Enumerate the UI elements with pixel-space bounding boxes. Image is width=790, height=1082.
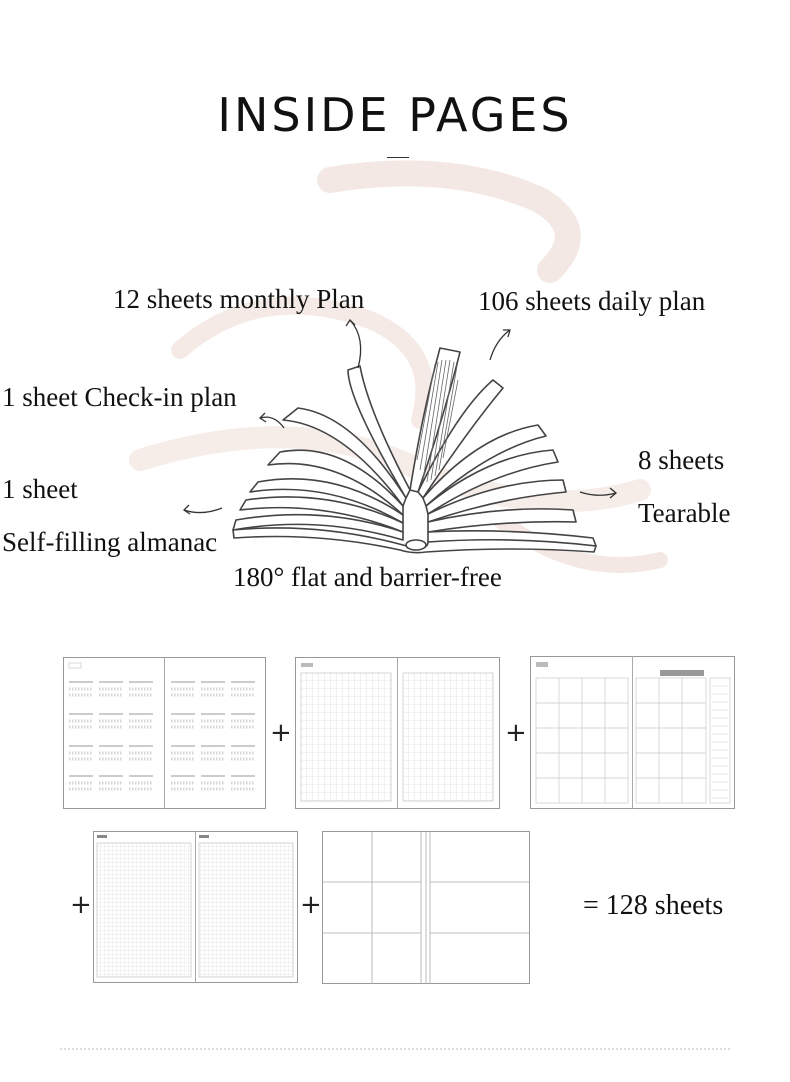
plus-sign: +: [300, 890, 322, 920]
arrow-almanac-icon: [180, 500, 224, 520]
almanac-page-thumbnail: [63, 657, 266, 809]
tearable-name-label: Tearable: [638, 498, 731, 528]
plus-sign: +: [505, 718, 527, 748]
daily-page-thumbnail: [93, 831, 298, 983]
title-divider: [387, 157, 409, 158]
arrow-daily-icon: [486, 326, 516, 362]
checkin-plan-label: 1 sheet Check-in plan: [2, 382, 237, 412]
checkin-page-thumbnail: [295, 657, 500, 809]
page-title: INSIDE PAGES: [217, 88, 573, 142]
monthly-plan-label: 12 sheets monthly Plan: [113, 284, 365, 314]
almanac-name-label: Self-filling almanac: [2, 527, 218, 557]
arrow-monthly-icon: [340, 318, 370, 374]
arrow-tearable-icon: [578, 484, 620, 502]
arrow-checkin-icon: [256, 410, 286, 432]
plus-sign: +: [270, 718, 292, 748]
monthly-page-thumbnail: [530, 656, 735, 809]
open-book-illustration: [228, 340, 600, 555]
flat-label: 180° flat and barrier-free: [233, 562, 502, 592]
total-sheets-label: = 128 sheets: [583, 890, 724, 921]
tearable-page-thumbnail: [322, 831, 530, 984]
almanac-count-label: 1 sheet: [2, 474, 78, 504]
plus-sign: +: [70, 890, 92, 920]
tearable-count-label: 8 sheets: [638, 445, 725, 475]
footer-divider: [60, 1048, 730, 1050]
daily-plan-label: 106 sheets daily plan: [478, 286, 706, 316]
